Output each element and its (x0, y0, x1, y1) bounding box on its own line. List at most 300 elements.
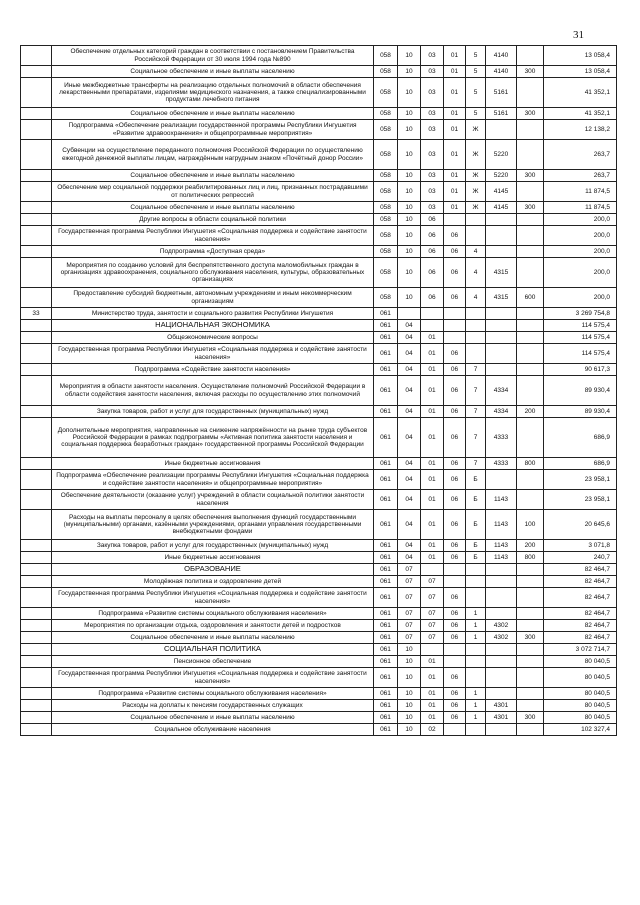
subprogram-code-cell: 7 (466, 376, 486, 406)
subsection-code-cell (421, 644, 444, 656)
row-number-cell (21, 120, 52, 140)
program-code-cell: 06 (444, 470, 466, 490)
program-code-cell: 06 (444, 608, 466, 620)
subprogram-code-cell: Ж (466, 170, 486, 182)
table-row (21, 406, 617, 418)
section-code-cell: 07 (398, 588, 421, 608)
direction-code-cell (486, 320, 517, 332)
table-row (21, 46, 617, 66)
row-number-cell (21, 510, 52, 540)
direction-code-cell (486, 608, 517, 620)
subprogram-code-cell: Ж (466, 182, 486, 202)
expense-name-cell: Иные межбюджетные трансферты на реализацию отдельных полномочий в области обеспечения лекарственными препаратами, изделиями медицинского назначения, а также специализированными продуктами лечебного питания (52, 78, 374, 108)
amount-cell: 200,0 (544, 288, 617, 308)
subprogram-code-cell: Ж (466, 202, 486, 214)
amount-cell: 23 958,1 (544, 490, 617, 510)
program-code-cell: 01 (444, 108, 466, 120)
table-row (21, 588, 617, 608)
subprogram-code-cell (466, 644, 486, 656)
subprogram-code-cell: 7 (466, 418, 486, 458)
row-number-cell (21, 700, 52, 712)
program-code-cell: 01 (444, 78, 466, 108)
program-code-cell: 06 (444, 668, 466, 688)
subsection-code-cell: 06 (421, 226, 444, 246)
expense-type-code-cell: 300 (517, 632, 544, 644)
section-code-cell: 07 (398, 564, 421, 576)
row-number-cell (21, 364, 52, 376)
ministry-code-cell: 061 (374, 668, 398, 688)
section-code-cell: 04 (398, 320, 421, 332)
direction-code-cell: 1143 (486, 490, 517, 510)
amount-cell: 102 327,4 (544, 724, 617, 736)
amount-cell: 263,7 (544, 170, 617, 182)
expense-type-code-cell (517, 182, 544, 202)
expense-name-cell: Обеспечение отдельных категорий граждан в соответствии с постановлением Правительства Российской Федерации от 30 июля 1994 года №890 (52, 46, 374, 66)
table-row (21, 364, 617, 376)
row-number-cell (21, 78, 52, 108)
expense-type-code-cell: 200 (517, 406, 544, 418)
subsection-code-cell: 01 (421, 418, 444, 458)
expense-name-cell: Подпрограмма «Обеспечение реализации государственной программы Республики Ингушетия «Развитие здравоохранения» и общепрограммные мероприятия» (52, 120, 374, 140)
expense-type-code-cell: 300 (517, 66, 544, 78)
section-code-cell: 04 (398, 406, 421, 418)
program-code-cell: 06 (444, 288, 466, 308)
direction-code-cell: 4302 (486, 632, 517, 644)
program-code-cell: 06 (444, 632, 466, 644)
expense-type-code-cell (517, 724, 544, 736)
table-row (21, 214, 617, 226)
expense-type-code-cell (517, 226, 544, 246)
row-number-cell (21, 332, 52, 344)
subsection-code-cell: 01 (421, 344, 444, 364)
subprogram-code-cell: Б (466, 510, 486, 540)
table-row (21, 656, 617, 668)
program-code-cell: 06 (444, 588, 466, 608)
row-number-cell (21, 552, 52, 564)
amount-cell: 80 040,5 (544, 688, 617, 700)
table-row (21, 182, 617, 202)
ministry-code-cell: 061 (374, 608, 398, 620)
program-code-cell: 01 (444, 182, 466, 202)
expense-type-code-cell (517, 564, 544, 576)
page-number: 31 (573, 29, 584, 41)
expense-name-cell: Обеспечение мер социальной поддержки реабилитированных лиц и лиц, признанных пострадавшими от политических репрессий (52, 182, 374, 202)
table-row (21, 490, 617, 510)
amount-cell: 80 040,5 (544, 712, 617, 724)
subsection-code-cell: 01 (421, 552, 444, 564)
row-number-cell (21, 470, 52, 490)
subprogram-code-cell (466, 308, 486, 320)
expense-type-code-cell (517, 688, 544, 700)
direction-code-cell (486, 120, 517, 140)
expense-name-cell: Субвенции на осуществление переданного полномочия Российской Федерации по осуществлению ежегодной денежной выплаты лицам, награждённым нагрудным знаком «Почётный донор России» (52, 140, 374, 170)
expense-type-code-cell (517, 214, 544, 226)
expense-name-cell: Социальное обслуживание населения (52, 724, 374, 736)
program-code-cell (444, 656, 466, 668)
subprogram-code-cell: Б (466, 552, 486, 564)
section-code-cell: 04 (398, 510, 421, 540)
table-row (21, 688, 617, 700)
subsection-code-cell: 07 (421, 576, 444, 588)
section-code-cell: 10 (398, 644, 421, 656)
section-code-cell: 07 (398, 608, 421, 620)
subsection-code-cell: 01 (421, 406, 444, 418)
program-code-cell (444, 644, 466, 656)
direction-code-cell: 4334 (486, 376, 517, 406)
ministry-code-cell: 061 (374, 712, 398, 724)
expense-name-cell: Расходы на выплаты персоналу в целях обеспечения выполнения функций государственными (муниципальными) органами, казёнными учреждениями, органами управления государственными внебюджетными фондами (52, 510, 374, 540)
subsection-code-cell: 01 (421, 540, 444, 552)
ministry-code-cell: 061 (374, 724, 398, 736)
expense-type-code-cell (517, 470, 544, 490)
expense-type-code-cell (517, 608, 544, 620)
section-code-cell: 10 (398, 182, 421, 202)
table-row (21, 320, 617, 332)
row-number-cell (21, 620, 52, 632)
ministry-code-cell: 061 (374, 406, 398, 418)
ministry-code-cell: 061 (374, 576, 398, 588)
subprogram-code-cell: 7 (466, 406, 486, 418)
subsection-code-cell: 03 (421, 108, 444, 120)
subprogram-code-cell (466, 320, 486, 332)
direction-code-cell (486, 308, 517, 320)
subprogram-code-cell (466, 668, 486, 688)
subprogram-code-cell (466, 344, 486, 364)
table-row (21, 668, 617, 688)
subprogram-code-cell: 4 (466, 258, 486, 288)
amount-cell: 240,7 (544, 552, 617, 564)
expense-name-cell: Мероприятия в области занятости населения. Осуществление полномочий Российской Федерации в области содействия занятости населения, включая расходы по осуществлению этих полномочий (52, 376, 374, 406)
table-row (21, 620, 617, 632)
expense-name-cell: Социальное обеспечение и иные выплаты населению (52, 66, 374, 78)
amount-cell: 20 645,6 (544, 510, 617, 540)
section-code-cell (398, 308, 421, 320)
direction-code-cell (486, 588, 517, 608)
direction-code-cell (486, 344, 517, 364)
subsection-code-cell: 01 (421, 688, 444, 700)
subprogram-code-cell: 5 (466, 108, 486, 120)
amount-cell: 200,0 (544, 258, 617, 288)
direction-code-cell: 4145 (486, 182, 517, 202)
direction-code-cell (486, 656, 517, 668)
table-row (21, 552, 617, 564)
subprogram-code-cell: 1 (466, 688, 486, 700)
row-number-cell (21, 140, 52, 170)
section-code-cell: 10 (398, 202, 421, 214)
program-code-cell: 01 (444, 202, 466, 214)
expense-name-cell: ОБРАЗОВАНИЕ (52, 564, 374, 576)
subsection-code-cell: 01 (421, 510, 444, 540)
direction-code-cell: 5161 (486, 108, 517, 120)
expense-type-code-cell: 100 (517, 510, 544, 540)
section-code-cell: 10 (398, 712, 421, 724)
subsection-code-cell: 01 (421, 656, 444, 668)
row-number-cell (21, 288, 52, 308)
program-code-cell (444, 564, 466, 576)
section-code-cell: 04 (398, 344, 421, 364)
row-number-cell (21, 608, 52, 620)
subsection-code-cell: 03 (421, 78, 444, 108)
subprogram-code-cell: 4 (466, 288, 486, 308)
program-code-cell: 06 (444, 712, 466, 724)
direction-code-cell (486, 724, 517, 736)
row-number-cell (21, 66, 52, 78)
program-code-cell: 06 (444, 376, 466, 406)
ministry-code-cell: 061 (374, 490, 398, 510)
amount-cell: 41 352,1 (544, 78, 617, 108)
row-number-cell: 33 (21, 308, 52, 320)
amount-cell: 82 464,7 (544, 564, 617, 576)
subsection-code-cell: 01 (421, 470, 444, 490)
table-row (21, 202, 617, 214)
subsection-code-cell: 03 (421, 182, 444, 202)
amount-cell: 82 464,7 (544, 576, 617, 588)
expense-name-cell: Расходы на доплаты к пенсиям государственных служащих (52, 700, 374, 712)
direction-code-cell (486, 246, 517, 258)
amount-cell: 114 575,4 (544, 332, 617, 344)
ministry-code-cell: 058 (374, 108, 398, 120)
subsection-code-cell: 01 (421, 700, 444, 712)
expense-type-code-cell: 800 (517, 552, 544, 564)
ministry-code-cell: 058 (374, 226, 398, 246)
subprogram-code-cell: 1 (466, 712, 486, 724)
expense-name-cell: Закупка товаров, работ и услуг для государственных (муниципальных) нужд (52, 540, 374, 552)
amount-cell: 89 930,4 (544, 406, 617, 418)
ministry-code-cell: 061 (374, 458, 398, 470)
amount-cell: 11 874,5 (544, 202, 617, 214)
ministry-code-cell: 061 (374, 656, 398, 668)
subprogram-code-cell: 1 (466, 608, 486, 620)
subsection-code-cell: 07 (421, 620, 444, 632)
subsection-code-cell: 06 (421, 258, 444, 288)
subsection-code-cell: 07 (421, 632, 444, 644)
program-code-cell: 01 (444, 46, 466, 66)
subsection-code-cell: 06 (421, 246, 444, 258)
section-code-cell: 10 (398, 46, 421, 66)
expense-name-cell: Подпрограмма «Обеспечение реализации программы Республики Ингушетия «Социальная поддержка и содействие занятости населения» и общепрограммные мероприятия» (52, 470, 374, 490)
ministry-code-cell: 058 (374, 78, 398, 108)
expense-name-cell: Другие вопросы в области социальной политики (52, 214, 374, 226)
amount-cell: 263,7 (544, 140, 617, 170)
table-row (21, 78, 617, 108)
amount-cell: 90 617,3 (544, 364, 617, 376)
ministry-code-cell: 058 (374, 258, 398, 288)
section-code-cell: 10 (398, 120, 421, 140)
ministry-code-cell: 061 (374, 644, 398, 656)
ministry-code-cell: 058 (374, 202, 398, 214)
table-row (21, 724, 617, 736)
section-code-cell: 10 (398, 214, 421, 226)
row-number-cell (21, 490, 52, 510)
direction-code-cell: 4334 (486, 406, 517, 418)
row-number-cell (21, 246, 52, 258)
program-code-cell (444, 576, 466, 588)
row-number-cell (21, 182, 52, 202)
section-code-cell: 04 (398, 552, 421, 564)
subsection-code-cell: 03 (421, 46, 444, 66)
row-number-cell (21, 226, 52, 246)
direction-code-cell (486, 226, 517, 246)
expense-name-cell: Социальное обеспечение и иные выплаты населению (52, 202, 374, 214)
direction-code-cell (486, 564, 517, 576)
row-number-cell (21, 46, 52, 66)
ministry-code-cell: 061 (374, 344, 398, 364)
expense-type-code-cell (517, 668, 544, 688)
direction-code-cell: 1143 (486, 540, 517, 552)
row-number-cell (21, 418, 52, 458)
subprogram-code-cell (466, 656, 486, 668)
amount-cell: 82 464,7 (544, 588, 617, 608)
program-code-cell: 06 (444, 510, 466, 540)
expense-type-code-cell: 800 (517, 458, 544, 470)
ministry-code-cell: 058 (374, 120, 398, 140)
section-code-cell: 04 (398, 364, 421, 376)
section-code-cell: 04 (398, 490, 421, 510)
table-row (21, 332, 617, 344)
expense-name-cell: Мероприятия по созданию условий для беспрепятственного доступа маломобильных граждан в организациях здравоохранения, социального обслуживания населения, культуры, образовательных организациях (52, 258, 374, 288)
ministry-code-cell: 058 (374, 182, 398, 202)
table-row (21, 576, 617, 588)
subsection-code-cell (421, 308, 444, 320)
subprogram-code-cell (466, 564, 486, 576)
direction-code-cell: 1143 (486, 552, 517, 564)
program-code-cell: 06 (444, 540, 466, 552)
row-number-cell (21, 458, 52, 470)
amount-cell: 41 352,1 (544, 108, 617, 120)
row-number-cell (21, 724, 52, 736)
ministry-code-cell: 061 (374, 688, 398, 700)
table-row (21, 226, 617, 246)
amount-cell: 686,9 (544, 418, 617, 458)
subprogram-code-cell (466, 588, 486, 608)
ministry-code-cell: 061 (374, 332, 398, 344)
program-code-cell (444, 308, 466, 320)
expense-name-cell: Пенсионное обеспечение (52, 656, 374, 668)
subsection-code-cell: 01 (421, 376, 444, 406)
subsection-code-cell: 07 (421, 588, 444, 608)
expense-name-cell: СОЦИАЛЬНАЯ ПОЛИТИКА (52, 644, 374, 656)
section-code-cell: 10 (398, 668, 421, 688)
table-row (21, 712, 617, 724)
program-code-cell: 06 (444, 458, 466, 470)
section-code-cell: 07 (398, 576, 421, 588)
expense-name-cell: Иные бюджетные ассигнования (52, 552, 374, 564)
row-number-cell (21, 108, 52, 120)
ministry-code-cell: 061 (374, 510, 398, 540)
ministry-code-cell: 061 (374, 700, 398, 712)
ministry-code-cell: 058 (374, 170, 398, 182)
program-code-cell (444, 320, 466, 332)
section-code-cell: 10 (398, 170, 421, 182)
ministry-code-cell: 061 (374, 418, 398, 458)
expense-type-code-cell (517, 344, 544, 364)
section-code-cell: 04 (398, 418, 421, 458)
subsection-code-cell: 01 (421, 364, 444, 376)
direction-code-cell: 4140 (486, 46, 517, 66)
amount-cell: 114 575,4 (544, 320, 617, 332)
ministry-code-cell: 061 (374, 470, 398, 490)
program-code-cell: 06 (444, 688, 466, 700)
direction-code-cell: 1143 (486, 510, 517, 540)
row-number-cell (21, 644, 52, 656)
direction-code-cell: 4145 (486, 202, 517, 214)
subprogram-code-cell: 5 (466, 66, 486, 78)
expense-name-cell: Обеспечение деятельности (оказание услуг) учреждений в области социальной политики занятости населения (52, 490, 374, 510)
expense-type-code-cell (517, 246, 544, 258)
program-code-cell: 06 (444, 552, 466, 564)
table-row (21, 376, 617, 406)
section-code-cell: 10 (398, 66, 421, 78)
expense-name-cell: НАЦИОНАЛЬНАЯ ЭКОНОМИКА (52, 320, 374, 332)
subsection-code-cell: 01 (421, 332, 444, 344)
table-row (21, 120, 617, 140)
program-code-cell: 01 (444, 170, 466, 182)
subsection-code-cell (421, 564, 444, 576)
expense-type-code-cell: 300 (517, 170, 544, 182)
row-number-cell (21, 344, 52, 364)
expense-type-code-cell (517, 588, 544, 608)
amount-cell: 82 464,7 (544, 632, 617, 644)
amount-cell: 13 058,4 (544, 46, 617, 66)
expense-type-code-cell (517, 490, 544, 510)
section-code-cell: 07 (398, 632, 421, 644)
section-code-cell: 10 (398, 656, 421, 668)
expense-type-code-cell (517, 308, 544, 320)
table-row (21, 170, 617, 182)
program-code-cell: 06 (444, 246, 466, 258)
expense-type-code-cell: 300 (517, 202, 544, 214)
table-row (21, 644, 617, 656)
subsection-code-cell: 03 (421, 120, 444, 140)
amount-cell: 12 138,2 (544, 120, 617, 140)
amount-cell: 3 269 754,8 (544, 308, 617, 320)
expense-type-code-cell (517, 140, 544, 170)
table-row (21, 140, 617, 170)
subsection-code-cell: 07 (421, 608, 444, 620)
expense-name-cell: Общеэкономические вопросы (52, 332, 374, 344)
section-code-cell: 10 (398, 288, 421, 308)
row-number-cell (21, 376, 52, 406)
subsection-code-cell: 01 (421, 490, 444, 510)
expense-type-code-cell (517, 700, 544, 712)
section-code-cell: 10 (398, 226, 421, 246)
ministry-code-cell: 058 (374, 140, 398, 170)
expense-name-cell: Социальное обеспечение и иные выплаты населению (52, 712, 374, 724)
expense-name-cell: Государственная программа Республики Ингушетия «Социальная поддержка и содействие занятости населения» (52, 226, 374, 246)
subprogram-code-cell: 1 (466, 620, 486, 632)
row-number-cell (21, 320, 52, 332)
ministry-code-cell: 061 (374, 364, 398, 376)
subsection-code-cell: 01 (421, 668, 444, 688)
subsection-code-cell: 03 (421, 170, 444, 182)
row-number-cell (21, 576, 52, 588)
table-row (21, 700, 617, 712)
row-number-cell (21, 656, 52, 668)
table-row (21, 632, 617, 644)
amount-cell: 11 874,5 (544, 182, 617, 202)
program-code-cell: 06 (444, 226, 466, 246)
subprogram-code-cell: 7 (466, 458, 486, 470)
expense-name-cell: Закупка товаров, работ и услуг для государственных (муниципальных) нужд (52, 406, 374, 418)
section-code-cell: 04 (398, 376, 421, 406)
direction-code-cell: 4333 (486, 458, 517, 470)
subsection-code-cell: 03 (421, 140, 444, 170)
amount-cell: 3 071,8 (544, 540, 617, 552)
program-code-cell: 06 (444, 258, 466, 288)
table-row (21, 288, 617, 308)
ministry-code-cell: 061 (374, 564, 398, 576)
subprogram-code-cell (466, 214, 486, 226)
